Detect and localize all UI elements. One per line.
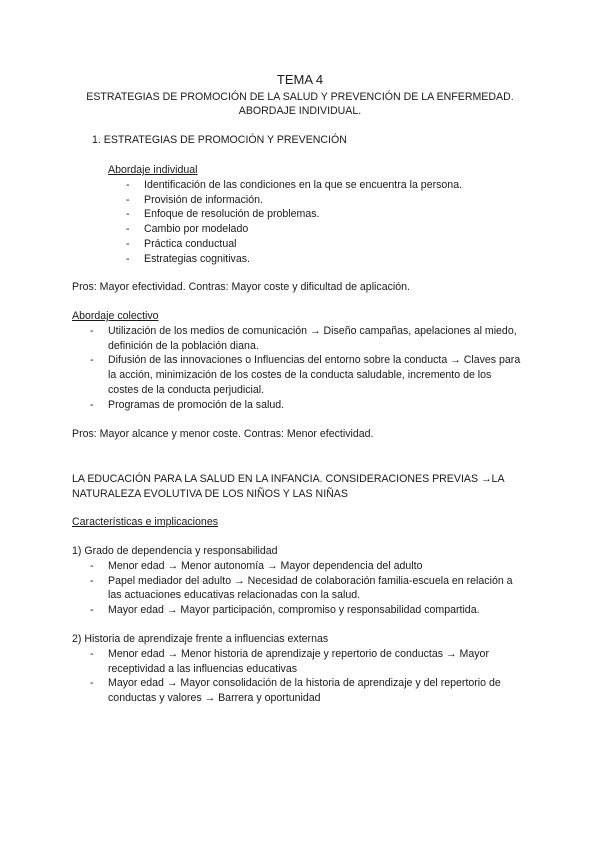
list-item: - Cambio por modelado xyxy=(108,222,518,237)
list-item: - Estrategias cognitivas. xyxy=(108,252,518,267)
document-subtitle xyxy=(60,90,540,118)
subtitle-line-2: ABORDAJE INDIVIDUAL. xyxy=(238,105,362,117)
list-item: - Papel mediador del adulto → Necesidad de colaboración familia-escuela en relación a las actuaciones educativas relacionadas con la salud. xyxy=(72,574,522,604)
group-1-title: 1) Grado de dependencia y responsabilidad xyxy=(72,545,278,557)
section-1-heading: 1. ESTRATEGIAS DE PROMOCIÓN Y PREVENCIÓN xyxy=(92,134,347,146)
colectivo-title: Abordaje colectivo xyxy=(72,310,159,322)
section-2-heading-line-1: LA EDUCACIÓN PARA LA SALUD EN LA INFANCIA. CONSIDERACIONES PREVIAS →LA xyxy=(72,473,505,485)
group-1-block xyxy=(72,544,522,618)
list-item: - Utilización de los medios de comunicación → Diseño campañas, apelaciones al miedo, definición de la población diana. xyxy=(72,324,522,354)
colectivo-block xyxy=(72,309,522,413)
section-2-heading xyxy=(72,472,542,502)
group-2-block xyxy=(72,632,522,706)
colectivo-pros-cons: Pros: Mayor alcance y menor coste. Contras: Menor efectividad. xyxy=(72,428,374,440)
section-2-subheading: Características e implicaciones xyxy=(72,516,219,528)
document-title: TEMA 4 xyxy=(276,72,324,87)
list-item: - Mayor edad → Mayor participación, compromiso y responsabilidad compartida. xyxy=(72,603,522,618)
section-2-heading-line-2: NATURALEZA EVOLUTIVA DE LOS NIÑOS Y LAS NIÑAS xyxy=(72,487,348,500)
individual-pros-cons: Pros: Mayor efectividad. Contras: Mayor coste y dificultad de aplicación. xyxy=(72,281,410,293)
list-item: - Menor edad → Menor historia de aprendizaje y repertorio de conductas → Mayor receptividad a las influencias educativas xyxy=(72,647,522,677)
individual-list xyxy=(108,178,518,267)
list-item: - Provisión de información. xyxy=(108,193,518,208)
individual-block xyxy=(108,163,518,267)
colectivo-list xyxy=(72,324,522,413)
group-2-list xyxy=(72,647,522,706)
individual-title: Abordaje individual xyxy=(108,164,198,176)
list-item: - Menor edad → Menor autonomía → Mayor dependencia del adulto xyxy=(72,559,522,574)
list-item: - Identificación de las condiciones en la que se encuentra la persona. xyxy=(108,178,518,193)
group-1-list xyxy=(72,559,522,618)
group-2-title: 2) Historia de aprendizaje frente a influencias externas xyxy=(72,633,329,645)
list-item: - Programas de promoción de la salud. xyxy=(72,398,522,413)
list-item: - Práctica conductual xyxy=(108,237,518,252)
list-item: - Difusión de las innovaciones o Influencias del entorno sobre la conducta → Claves para la acción, minimización de los costes de la conducta saludable, incremento de los costes de la conducta perjudicial. xyxy=(72,353,522,397)
list-item: - Enfoque de resolución de problemas. xyxy=(108,207,518,222)
subtitle-line-1: ESTRATEGIAS DE PROMOCIÓN DE LA SALUD Y PREVENCIÓN DE LA ENFERMEDAD. xyxy=(86,91,514,103)
list-item: - Mayor edad → Mayor consolidación de la historia de aprendizaje y del repertorio de conductas y valores → Barrera y oportunidad xyxy=(72,676,522,706)
